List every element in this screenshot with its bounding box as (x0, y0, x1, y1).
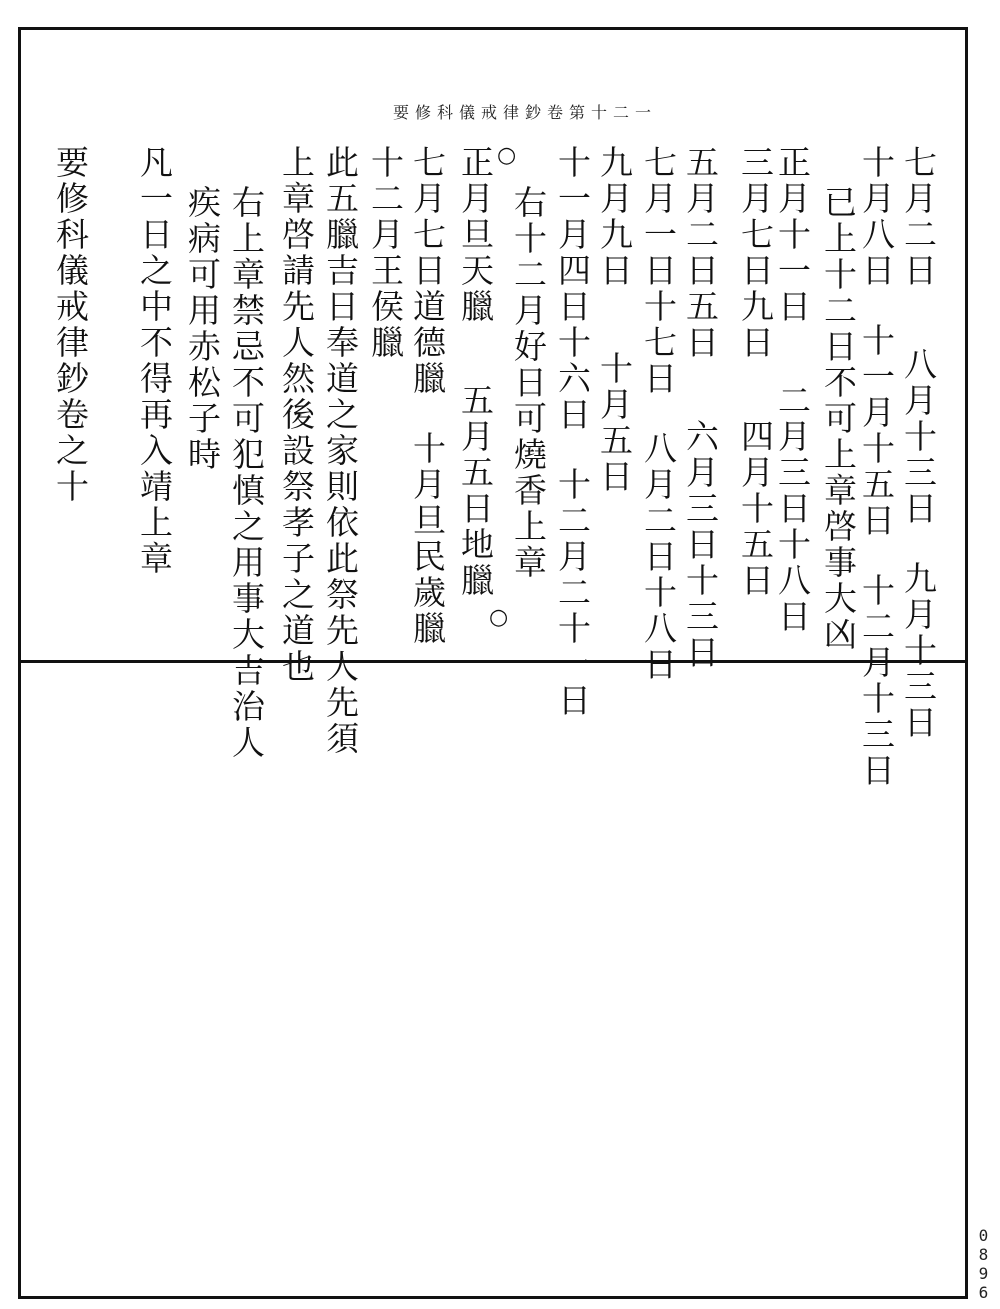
text-segment: 右十二月好日可燒香上章 (509, 185, 548, 581)
text-segment: 六月三日十三日 (681, 419, 720, 671)
text-segment: 三月七日九日 (736, 145, 775, 361)
text-segment: 十二月十三日 (857, 573, 896, 789)
text-column (638, 145, 678, 683)
text-segment: 五月五日地臘 (456, 383, 495, 599)
text-column (182, 185, 222, 473)
text-segment: 九月九日 (595, 145, 634, 289)
text-segment: 十一月四日十六日 (553, 145, 592, 433)
text-segment: 凡一日之中不得再入靖上章 (135, 145, 174, 577)
text-segment: 五月二日五日 (681, 145, 720, 361)
page-number: 0896 (974, 1226, 993, 1302)
text-column (594, 145, 634, 495)
text-segment: 十月八日 (857, 145, 896, 289)
text-segment: 十二月二十一日 (553, 467, 592, 719)
text-column (735, 145, 775, 599)
text-segment: 十月五日 (595, 351, 634, 495)
volume-end-title (50, 145, 90, 505)
text-column (898, 145, 938, 741)
text-segment: 上章啓請先人然後設祭孝子之道也 (277, 145, 316, 685)
text-segment: 七月一日十七日 (639, 145, 678, 397)
text-column (508, 185, 548, 581)
text-column (455, 145, 495, 599)
text-column (134, 145, 174, 577)
text-segment: 已上十二日不可上章啓事大凶 (819, 185, 858, 653)
text-column (226, 185, 266, 761)
text-segment: 十一月十五日 (857, 323, 896, 539)
text-segment: 四月十五日 (736, 419, 775, 599)
text-column (818, 185, 858, 653)
text-segment: 二月三日十八日 (773, 383, 812, 635)
text-segment: 正月十一日 (773, 145, 812, 325)
text-segment: 七月七日道德臘 (408, 145, 447, 397)
text-segment: 八月十三日 (899, 347, 938, 527)
text-column (772, 145, 812, 635)
text-segment: 七月二日 (899, 145, 938, 289)
running-header: 要修科儀戒律鈔卷第十二一 (392, 103, 657, 122)
text-segment: 要修科儀戒律鈔卷之十 (51, 145, 90, 505)
text-column (680, 145, 720, 671)
text-segment: 正月旦天臘 (456, 145, 495, 325)
text-column (320, 145, 360, 757)
circle-mark: ○ (497, 143, 517, 168)
text-segment: 疾病可用赤松子時 (183, 185, 222, 473)
text-segment: 此五臘吉日奉道之家則依此祭先人先須 (321, 145, 360, 757)
text-segment: 右上章禁忌不可犯慎之用事大吉治人 (227, 185, 266, 761)
text-column (407, 145, 447, 647)
text-column (365, 145, 405, 361)
text-column (276, 145, 316, 685)
text-segment: 八月二日十八日 (639, 431, 678, 683)
text-segment: 十二月王侯臘 (366, 145, 405, 361)
text-column (856, 145, 896, 789)
page-divider (18, 660, 968, 663)
text-segment: 九月十三日 (899, 561, 938, 741)
circle-mark: ○ (489, 605, 509, 630)
text-segment: 十月旦民歲臘 (408, 431, 447, 647)
text-column (552, 145, 592, 719)
